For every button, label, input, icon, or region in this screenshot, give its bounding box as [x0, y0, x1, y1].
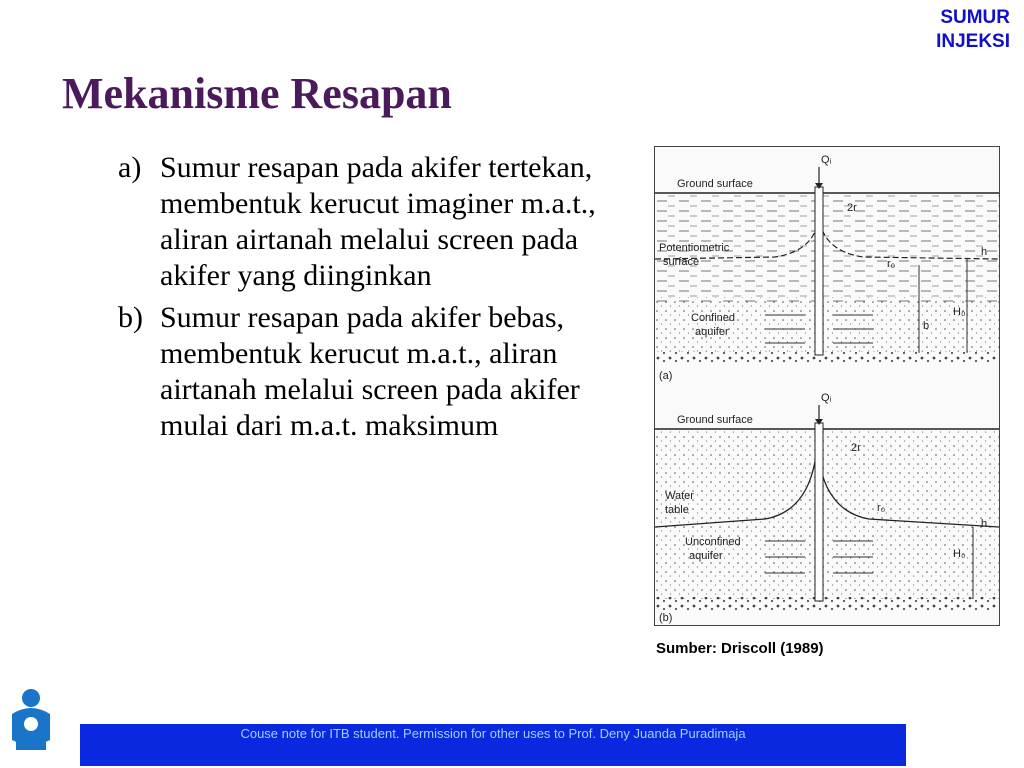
potentiometric-label: Potentiometric — [659, 242, 730, 254]
r0-label-b: r₀ — [877, 502, 886, 514]
confined-aquifer-zone — [655, 297, 999, 353]
aquifer-label-b-2: aquifer — [689, 550, 723, 562]
r0-label: r₀ — [887, 258, 896, 270]
itb-logo-icon — [2, 684, 60, 756]
footer-bar — [80, 724, 906, 766]
section-tag-line1: SUMUR — [940, 7, 1010, 28]
aquifer-label-b: Unconfined — [685, 536, 741, 548]
list-text: Sumur resapan pada akifer bebas, membentuk kerucut m.a.t., aliran airtanah melalui screen pada akifer mulai dari m.a.t. maksimum — [160, 301, 580, 442]
list-item-a — [118, 150, 638, 294]
water-table-label-2: table — [665, 504, 689, 516]
h-label-b: h — [981, 518, 988, 530]
well-casing — [815, 187, 823, 355]
H0-label-b: H₀ — [953, 548, 966, 560]
radius-label-b: 2r — [851, 442, 861, 454]
panel-b-label: (b) — [659, 612, 673, 624]
ground-surface-label: Ground surface — [677, 178, 753, 190]
aquifer-label: Confined — [691, 312, 736, 324]
potentiometric-label-2: surface — [663, 256, 700, 268]
flow-label-b: Qᵢ — [821, 392, 832, 404]
flow-label: Qᵢ — [821, 154, 832, 166]
content-list — [118, 150, 638, 450]
section-tag-line2: INJEKSI — [936, 31, 1010, 52]
well-casing-b — [815, 423, 823, 601]
well-diagram — [655, 147, 999, 625]
section-tag — [936, 6, 1010, 54]
aquifer-label-2: aquifer — [695, 326, 729, 338]
well-diagram-figure — [654, 146, 1000, 626]
panel-a-label: (a) — [659, 370, 673, 382]
unconfined-aquifer-zone — [655, 429, 999, 599]
list-marker: b) — [118, 301, 143, 334]
ground-surface-label-b: Ground surface — [677, 414, 753, 426]
bedrock-layer-b — [655, 597, 999, 611]
list-text: Sumur resapan pada akifer tertekan, membentuk kerucut imaginer m.a.t., aliran airtanah melalui screen pada akifer yang diinginkan — [160, 151, 596, 292]
radius-label: 2r — [847, 202, 857, 214]
H0-label: H₀ — [953, 306, 966, 318]
figure-source: Sumber: Driscoll (1989) — [656, 640, 824, 657]
list-item-b — [118, 300, 638, 444]
panel-b — [655, 392, 999, 624]
list-marker: a) — [118, 151, 142, 184]
footer-text: Couse note for ITB student. Permission for other uses to Prof. Deny Juanda Puradimaja — [240, 726, 746, 741]
panel-a — [655, 154, 999, 382]
h-label: h — [981, 246, 988, 258]
bedrock-layer — [655, 351, 999, 363]
water-table-label: Water — [665, 490, 694, 502]
b-label: b — [923, 320, 930, 332]
slide-title: Mekanisme Resapan — [62, 69, 452, 118]
